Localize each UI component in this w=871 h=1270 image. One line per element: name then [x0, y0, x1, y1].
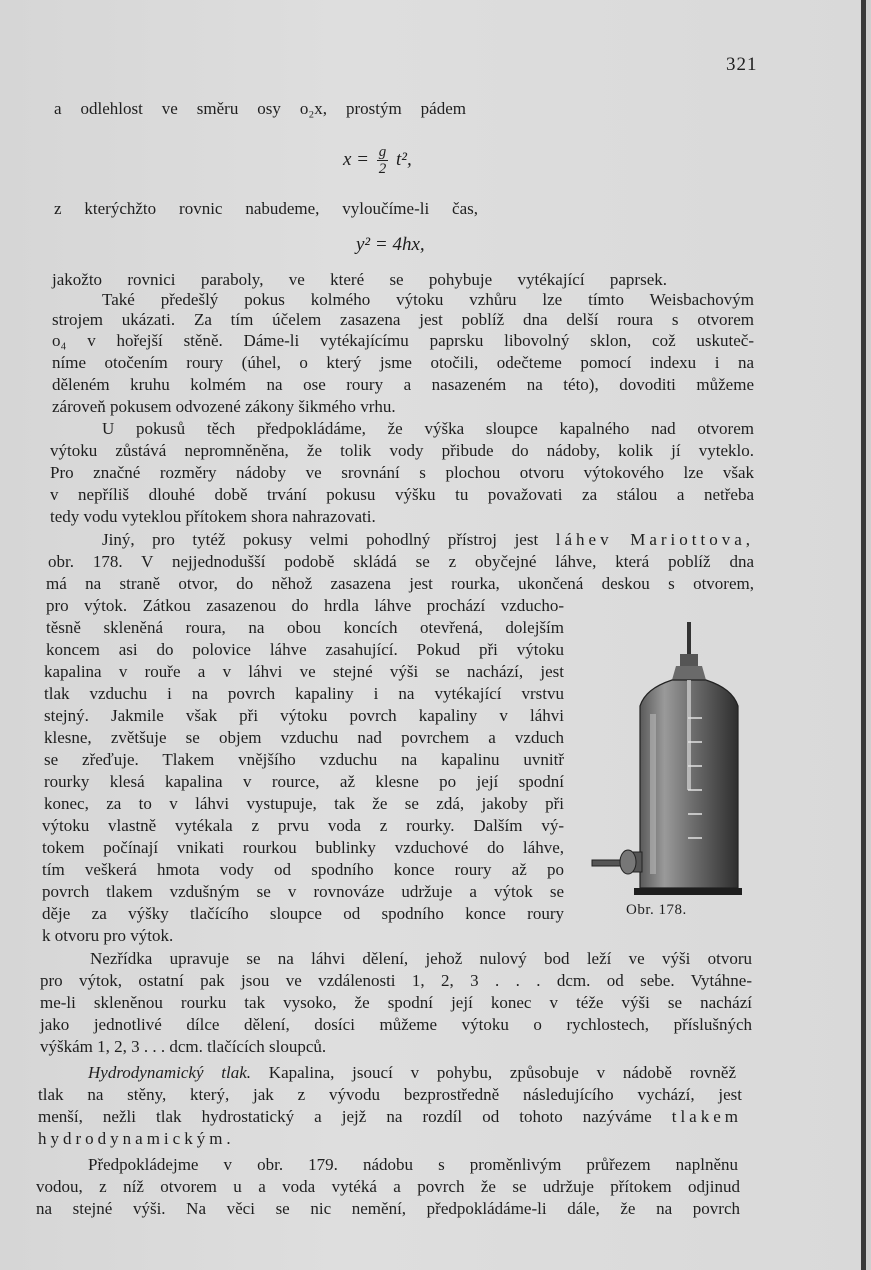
- text-line: Pro značné rozměry nádoby ve srovnání s plochou otvoru výtokového lze však: [50, 463, 754, 482]
- mariott-name: Mariottova,: [630, 530, 754, 549]
- text-line: a odlehlost ve směru osy o₂x, prostým pádem: [54, 99, 466, 118]
- text-line: stejný. Jakmile však při výtoku povrch kapaliny v láhvi: [44, 706, 564, 725]
- outlet-disc: [620, 850, 636, 874]
- text-line: vodou, z níž otvorem u a voda vytéká a povrch že se udržuje přítokem odjinud: [36, 1177, 740, 1196]
- text-line: [38, 1107, 742, 1127]
- text-line: výtoku vlastně vytékala z prvu voda z rourky. Dalším vý-: [42, 816, 564, 835]
- inner-tube: [687, 680, 691, 790]
- text-line: Jiný, pro tytéž pokusy velmi pohodlný přístroj jest láhev Mariottova,: [102, 530, 754, 549]
- text-line: me-li skleněnou rourku tak vysoko, že spodní její konec v téže výši se nachází: [40, 993, 752, 1012]
- text-line: tlak na stěny, který, jak z vývodu bezprostředně následujícího vychází, jest: [38, 1085, 742, 1104]
- text-line: kapalina v rouře a v láhvi ve stejné výši se nachází, jest: [44, 662, 564, 681]
- text-line: o₄ v hořejší stěně. Dáme-li vytékajícímu paprsku libovolný sklon, což uskuteč-: [52, 331, 754, 350]
- mariotte-bottle-figure: [588, 618, 748, 898]
- section-heading: Hydrodynamický tlak.: [88, 1063, 252, 1082]
- text-line: koncem asi do polovice láhve zasahující. Pokud při výtoku: [46, 640, 564, 659]
- text-line: rourky klesá kapalina v rource, až klesne po její spodní: [44, 772, 564, 791]
- text-line: výškám 1, 2, 3 . . . dcm. tlačících sloupců.: [40, 1037, 327, 1056]
- text-line: tedy vodu vyteklou přítokem shora nahrazovati.: [50, 507, 376, 526]
- text-line: Nezřídka upravuje se na láhvi dělení, jehož nulový bod leží ve výši otvoru: [90, 949, 752, 968]
- term-hydrodynamic: hydrodynamickým.: [38, 1129, 235, 1148]
- bottle-neck: [672, 666, 706, 680]
- text-line: těsně skleněná roura, na obou koncích otevřená, dolejším: [46, 618, 564, 637]
- text-line: [88, 1063, 736, 1083]
- text-line: tlak vzduchu i na povrch kapaliny i na vytékající vrstvu: [44, 684, 564, 703]
- text-line: děleném kruhu kolmém na ose roury a nasazeném na této), dovoditi můžeme: [52, 375, 754, 394]
- text-line: má na straně otvor, do něhož zasazena jest rourka, ukončená deskou s otvorem,: [46, 574, 754, 593]
- term-tlakem: tlakem: [671, 1107, 742, 1126]
- equation-rhs: t²,: [396, 148, 412, 170]
- text-line: se zřeďuje. Tlakem vnějšího vzduchu na kapalinu uvnitř: [44, 750, 564, 769]
- text-line: povrch tlakem vzdušným se v rovnováze udržuje a výtok se: [42, 882, 564, 901]
- fraction-numerator: g: [378, 144, 387, 160]
- text-line: jakožto rovnici paraboly, ve které se pohybuje vytékající paprsek.: [52, 270, 667, 289]
- text-fragment: menší, nežli tlak hydrostatický a jejž na rozdíl od tohoto nazýváme: [38, 1107, 652, 1126]
- text-line: klesne, zvětšuje se objem vzduchu nad povrchem a vzduch: [44, 728, 564, 747]
- text-line: zároveň pokusem odvozené zákony šikmého vrhu.: [52, 397, 396, 416]
- text-line: pro výtok. Zátkou zasazenou do hrdla láhve prochází vzducho-: [46, 596, 564, 615]
- text-line: na stejné výši. Na věci se nic nemění, předpokládáme-li dále, že na povrch: [36, 1199, 740, 1218]
- text-line: Předpokládejme v obr. 179. nádobu s proměnlivým průřezem naplněnu: [88, 1155, 738, 1174]
- text-line: jako jednotlivé dílce dělení, dosíci můžeme výtoku o rychlostech, příslušných: [40, 1015, 752, 1034]
- text-line: Také předešlý pokus kolmého výtoku vzhůru lze tímto Weisbachovým: [102, 290, 754, 309]
- text-line: z kterýchžto rovnic nabudeme, vyloučíme-li čas,: [54, 199, 478, 218]
- text-line: děje za výšky tlačícího sloupce od spodního konce roury: [42, 904, 564, 923]
- text-line: níme otočením roury (úhel, o který jsme otočili, odečteme pomocí indexu i na: [52, 353, 754, 372]
- figure-caption: Obr. 178.: [626, 902, 687, 918]
- fraction: [377, 144, 389, 177]
- stopper: [680, 654, 698, 666]
- text-line: tokem počínají vnikati rourkou bublinky vzduchové do láhve,: [42, 838, 564, 857]
- text-line: k otvoru pro výtok.: [42, 926, 174, 945]
- heading-text: Kapalina, jsoucí v pohybu, způsobuje v nádobě rovněž: [268, 1063, 736, 1082]
- text-line: obr. 178. V nejjednodušší podobě skládá se z obyčejné láhve, která poblíž dna: [48, 552, 754, 571]
- text-line: výtoku zůstává nepromněněna, že tolik vody přibude do nádoby, kolik jí vyteklo.: [50, 441, 754, 460]
- equation-parabola: y² = 4hx,: [356, 234, 425, 255]
- bottle-base: [634, 888, 742, 895]
- equation-free-fall: [343, 144, 412, 177]
- text-line: konec, za to v láhvi vystupuje, tak že se zdá, jakoby při: [44, 794, 564, 813]
- text-line: v nepříliš dlouhé době trvání pokusu výšku tu považovati za stálou a netřeba: [50, 485, 754, 504]
- text-line: strojem ukázati. Za tím účelem zasazena jest poblíž dna delší roura s otvorem: [52, 310, 754, 329]
- equation-lhs: x =: [343, 148, 370, 170]
- fraction-denominator: 2: [378, 161, 387, 177]
- text-line: pro výtok, ostatní pak jsou ve vzdálenosti 1, 2, 3 . . . dcm. od sebe. Vytáhne-: [40, 971, 752, 990]
- text-line: tím veškerá hmota vody od spodního konce roury až po: [42, 860, 564, 879]
- page-number: 321: [726, 54, 758, 75]
- text-line: U pokusů těch předpokládáme, že výška sloupce kapalného nad otvorem: [102, 419, 754, 438]
